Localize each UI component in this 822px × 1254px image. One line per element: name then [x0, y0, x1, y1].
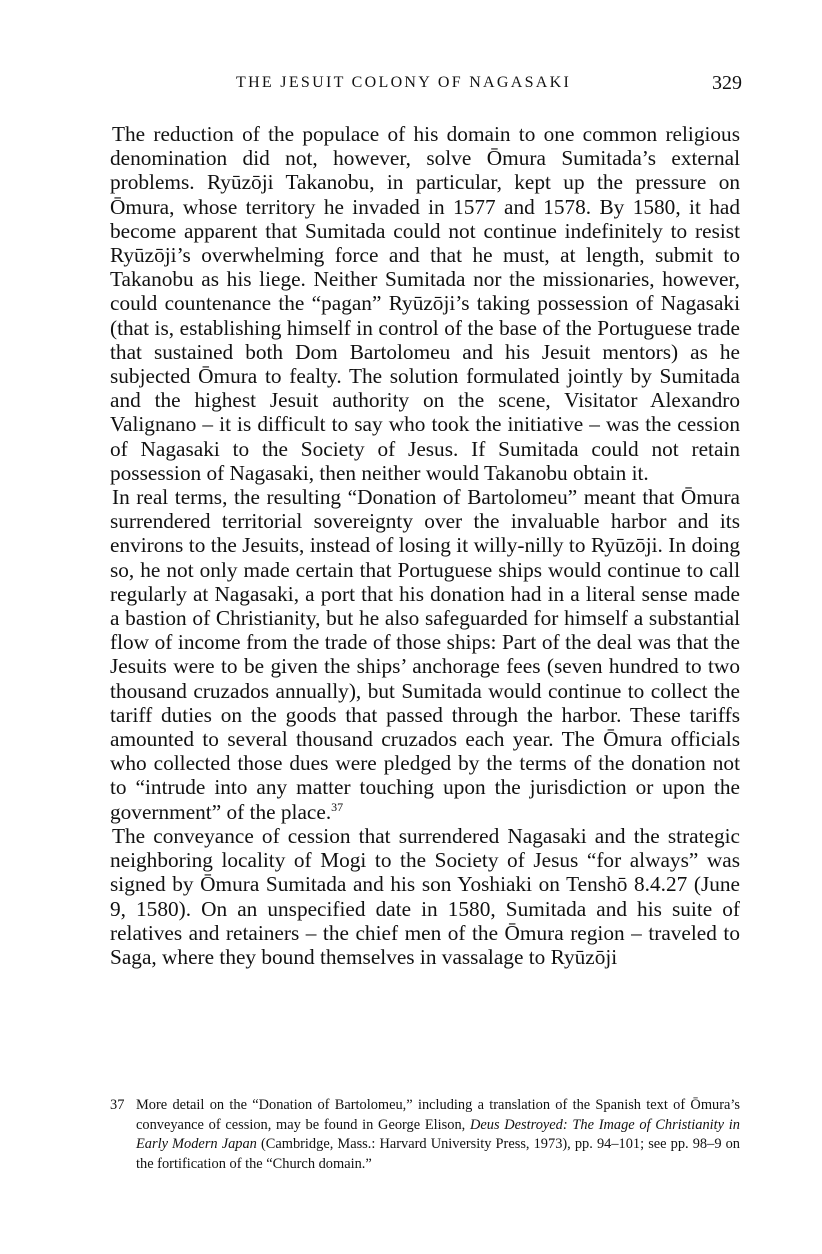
paragraph-1: The reduction of the populace of his domain to one common religious denomination did not, however, solve Ōmura Sumitada’s external problems. Ryūzōji Takanobu, in particular, kept up the pressure on Ōmura, whose territory he invaded in 1577 and 1578. By 1580, it had become apparent that Sumitada could not continue indefinitely to resist Ryūzōji’s overwhelming force and that he must, at length, submit to Takanobu as his liege. Neither Sumitada nor the missionaries, however, could countenance the “pagan” Ryūzōji’s taking possession of Nagasaki (that is, establishing himself in control of the base of the Portuguese trade that sustained both Dom Bartolomeu and his Jesuit mentors) as he subjected Ōmura to fealty. The solution formulated jointly by Sumitada and the highest Jesuit authority on the scene, Visitator Alexandro Valignano – it is difficult to say who took the initiative – was the cession of Nagasaki to the Society of Jesus. If Sumitada could not retain possession of Nagasaki, then neither would Takanobu obtain it.: [110, 122, 740, 485]
page-header: [114, 72, 742, 102]
footnote-text: [136, 1096, 740, 1174]
footnote: [110, 1096, 740, 1174]
running-head: THE JESUIT COLONY OF NAGASAKI: [236, 74, 572, 91]
paragraph-3: The conveyance of cession that surrendered Nagasaki and the strategic neighboring locality of Mogi to the Society of Jesus “for always” was signed by Ōmura Sumitada and his son Yoshiaki on Tenshō 8.4.27 (June 9, 1580). On an unspecified date in 1580, Sumitada and his suite of relatives and retainers – the chief men of the Ōmura region – traveled to Saga, where they bound themselves in vassalage to Ryūzōji: [110, 823, 740, 969]
footnote-text-part-1: More detail on the “Donation of Bartolomeu,” including a translation of the Spanish text of Ōmura’s conveyance of cession, may be found in George Elison,: [136, 1097, 740, 1133]
footnote-reference[interactable]: 37: [331, 799, 344, 814]
page-number: 329: [712, 72, 742, 94]
footnote-number: 37: [110, 1097, 125, 1113]
footnote-book-title: Deus Destroyed: The Image of Christianity in Early Modern Japan: [136, 1116, 740, 1153]
paragraph-2: [110, 485, 740, 824]
body-text: [110, 122, 740, 969]
footnote-text-part-2: (Cambridge, Mass.: Harvard University Press, 1973), pp. 94–101; see pp. 98–9 on the fortification of the “Church domain.”: [136, 1136, 740, 1172]
paragraph-2-text: In real terms, the resulting “Donation of Bartolomeu” meant that Ōmura surrendered territorial sovereignty over the invaluable harbor and its environs to the Jesuits, instead of losing it willy-nilly to Ryūzōji. In doing so, he not only made certain that Portuguese ships would continue to call regularly at Nagasaki, a port that his donation had in a literal sense made a bastion of Christianity, but he also safeguarded for himself a substantial flow of income from the trade of those ships: Part of the deal was that the Jesuits were to be given the ships’ anchorage fees (seven hundred to two thousand cruzados annually), but Sumitada would continue to collect the tariff duties on the goods that passed through the harbor. These tariffs amounted to several thousand cruzados each year. The Ōmura officials who collected those dues were pledged by the terms of the donation not to “intrude into any matter touching upon the jurisdiction or upon the government” of the place.: [110, 485, 740, 824]
